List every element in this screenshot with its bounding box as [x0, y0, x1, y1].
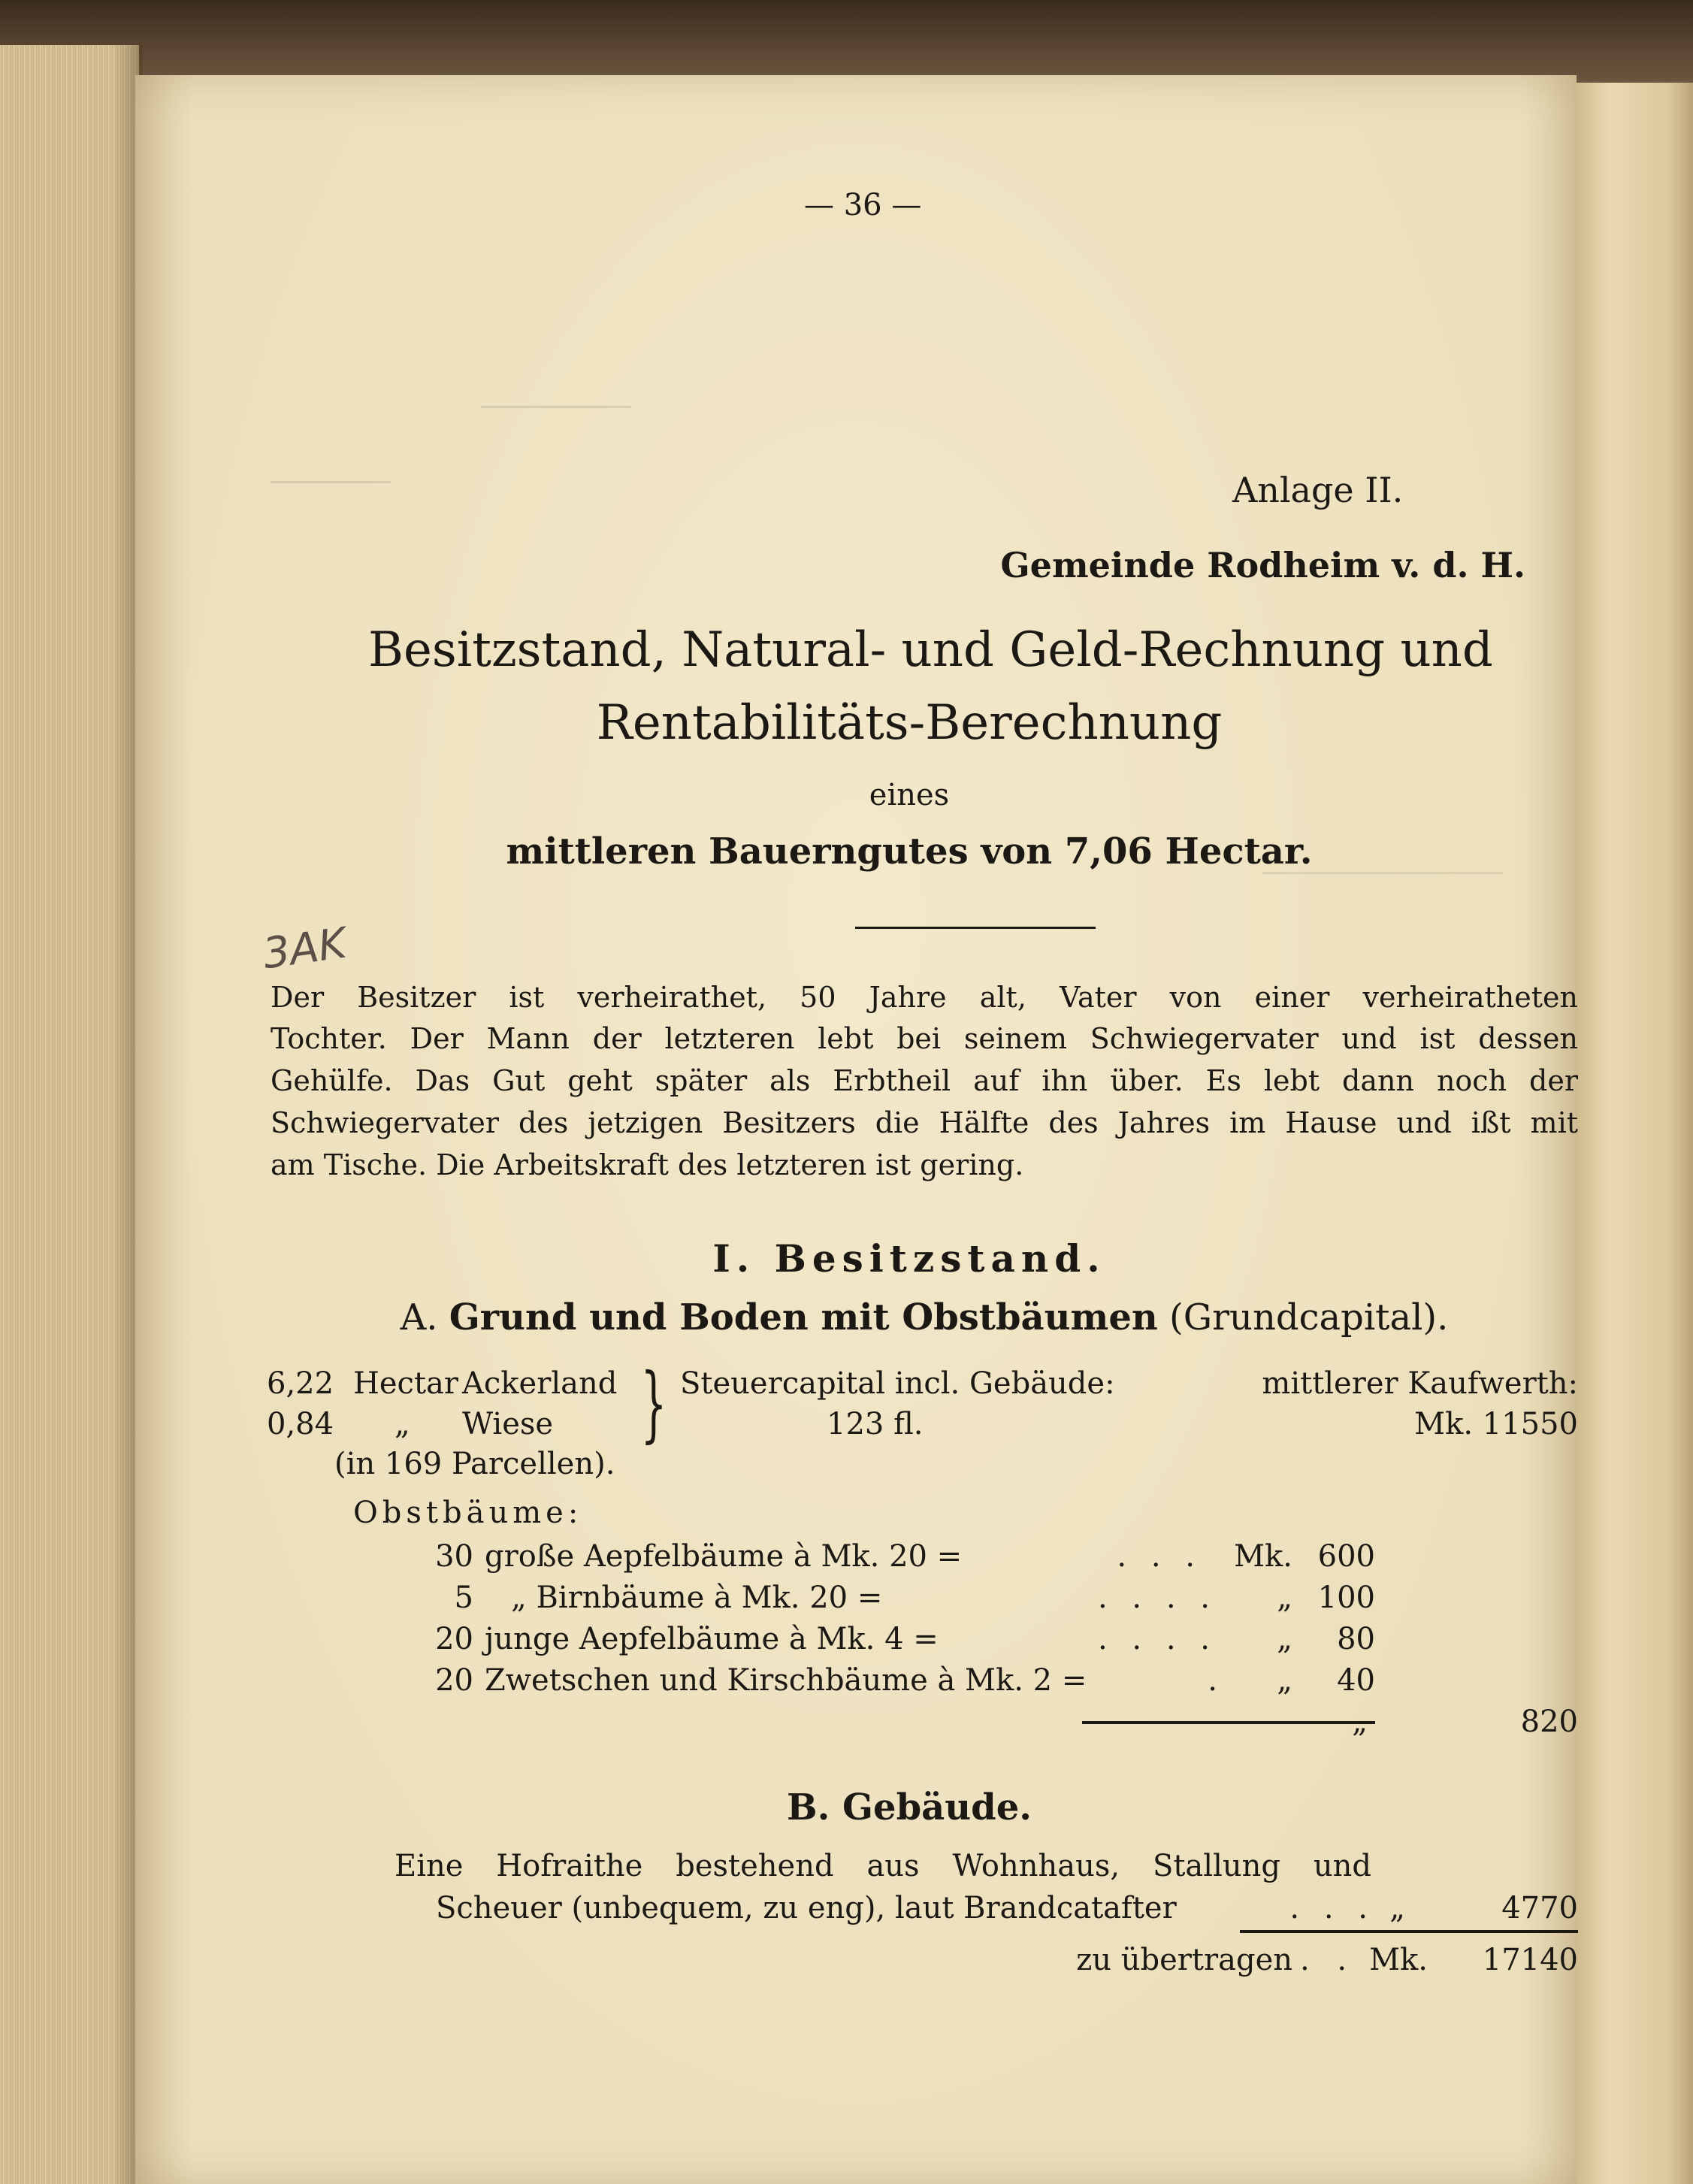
tree-count: 30 [435, 1539, 473, 1574]
purchase-value-amount: Mk. 11550 [1414, 1407, 1578, 1441]
page-edge-right [1574, 83, 1693, 2184]
tree-currency: „ [1277, 1622, 1292, 1656]
bleed-through-rule [271, 481, 391, 483]
carry-over-label: zu übertragen [1076, 1943, 1292, 1977]
section-A-suffix: (Grundcapital). [1169, 1296, 1449, 1339]
title-line-1: Besitzstand, Natural- und Geld-Rechnung und [368, 622, 1493, 678]
building-line-1: Eine Hofraithe bestehend aus Wohnhaus, Stallung und [395, 1849, 1371, 1883]
handwritten-mark: 3AK [260, 918, 349, 979]
title-line-3: eines [869, 778, 950, 812]
tree-amount: 100 [1317, 1581, 1375, 1615]
tree-count: 20 [435, 1663, 473, 1698]
fruit-total-amount: 820 [1520, 1705, 1578, 1739]
carry-over-currency: Mk. [1369, 1943, 1428, 1977]
carry-over-rule [1240, 1930, 1578, 1933]
land-row-1-unit: Hectar [353, 1366, 458, 1401]
section-A-title: Grund und Boden mit Obstbäumen [449, 1296, 1158, 1339]
land-row-1-amount: 6,22 [267, 1366, 334, 1401]
purchase-value-label: mittlerer Kaufwerth: [1262, 1366, 1578, 1401]
intro-line-5: am Tische. Die Arbeitskraft des letzteren ist gering. [271, 1148, 1024, 1181]
annex-label: Anlage II. [1232, 470, 1404, 510]
fruit-trees-heading: Obstbäume: [353, 1496, 583, 1530]
tree-count: 20 [435, 1622, 473, 1656]
section-B-heading: B. Gebäude. [787, 1786, 1032, 1829]
land-brace: } [640, 1355, 667, 1451]
tree-currency: Mk. [1234, 1539, 1292, 1574]
tree-desc: große Aepfelbäume à Mk. 20 = [485, 1539, 963, 1574]
land-parcels: (in 169 Parcellen). [334, 1447, 615, 1481]
title-divider [855, 927, 1096, 929]
carry-over-dots: . . [1300, 1943, 1356, 1977]
carry-over-amount: 17140 [1482, 1943, 1578, 1977]
building-dots: . . . [1289, 1891, 1375, 1925]
tree-dots: . . . . [1097, 1581, 1217, 1615]
section-I-heading: I. Besitzstand. [712, 1236, 1106, 1281]
tax-capital-label: Steuercapital incl. Gebäude: [680, 1366, 1115, 1401]
book-top-edge [0, 0, 1693, 83]
building-line-2: Scheuer (unbequem, zu eng), laut Brandcatafter [436, 1891, 1177, 1925]
tax-capital-value: 123 fl. [827, 1407, 924, 1441]
building-currency: „ [1389, 1891, 1405, 1925]
title-line-4: mittleren Bauerngutes von 7,06 Hectar. [506, 830, 1313, 873]
page-number: — 36 — [804, 188, 922, 222]
book-page [135, 75, 1577, 2184]
title-line-2: Rentabilitäts-Berechnung [596, 695, 1223, 751]
building-amount: 4770 [1501, 1891, 1578, 1925]
tree-amount: 40 [1337, 1663, 1375, 1698]
tree-currency: „ [1277, 1663, 1292, 1698]
tree-desc: junge Aepfelbäume à Mk. 4 = [485, 1622, 939, 1656]
tree-dots: . [1208, 1663, 1217, 1698]
section-A-heading [271, 1296, 1578, 1339]
tree-count: 5 [454, 1581, 473, 1615]
tree-amount: 80 [1337, 1622, 1375, 1656]
intro-line-3: Gehülfe. Das Gut geht später als Erbtheil auf ihn über. Es lebt dann noch der [271, 1064, 1578, 1097]
land-row-2-amount: 0,84 [267, 1407, 334, 1441]
tree-desc: Zwetschen und Kirschbäume à Mk. 2 = [485, 1663, 1087, 1698]
section-A-prefix: A. [400, 1296, 438, 1339]
municipality-heading: Gemeinde Rodheim v. d. H. [1000, 545, 1525, 585]
tree-dots: . . . . [1097, 1622, 1217, 1656]
intro-line-2: Tochter. Der Mann der letzteren lebt bei seinem Schwiegervater und ist dessen [271, 1022, 1578, 1055]
tree-amount: 600 [1317, 1539, 1375, 1574]
tree-currency: „ [1277, 1581, 1292, 1615]
fruit-total-currency: „ [1352, 1705, 1368, 1739]
land-row-2-type: Wiese [462, 1407, 554, 1441]
land-row-1-type: Ackerland [462, 1366, 618, 1401]
tree-dots: . . . [1117, 1539, 1202, 1574]
tree-desc: „ Birnbäume à Mk. 20 = [511, 1581, 883, 1615]
bleed-through-rule [481, 406, 631, 408]
intro-line-4: Schwiegervater des jetzigen Besitzers die Hälfte des Jahres im Hause und ißt mit [271, 1106, 1578, 1139]
land-row-2-unit: „ [395, 1407, 410, 1441]
intro-line-1: Der Besitzer ist verheirathet, 50 Jahre alt, Vater von einer verheiratheten [271, 981, 1578, 1014]
